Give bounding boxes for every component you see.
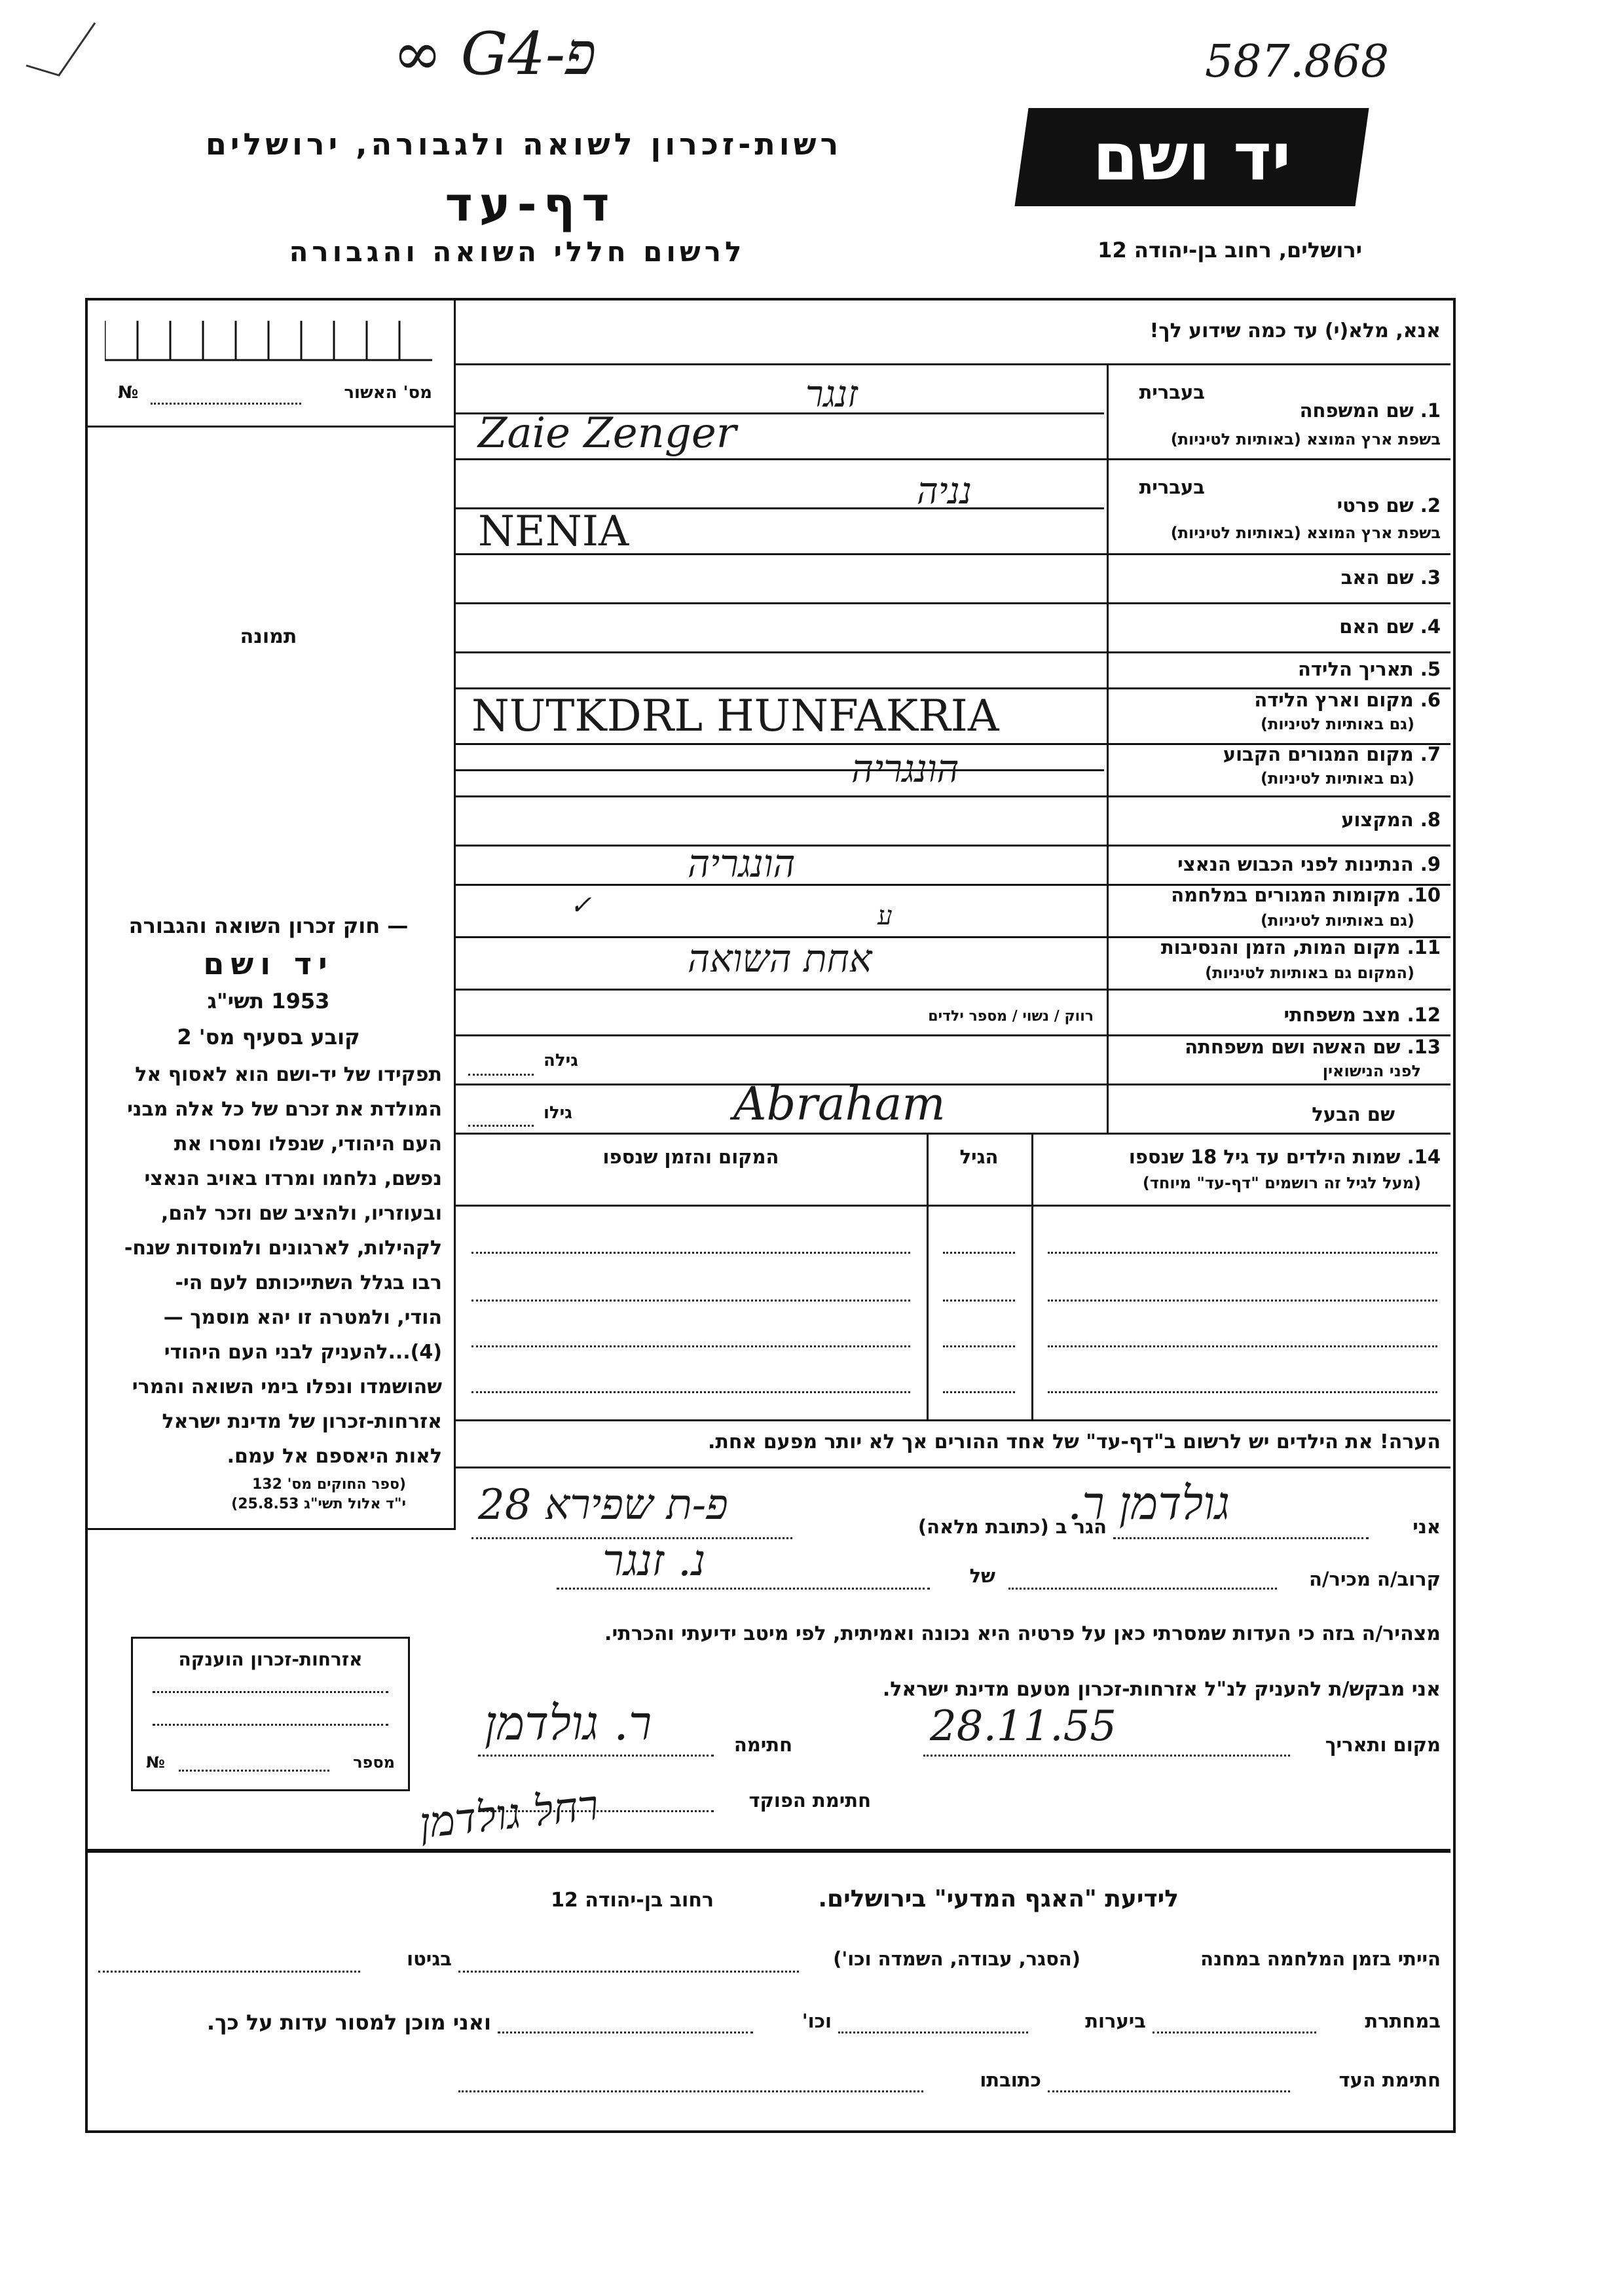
law-text-line: הודי, ולמטרה זו יהא מוסמך — xyxy=(163,1306,442,1329)
citizenship-title: אזרחות-זכרון הוענקה xyxy=(178,1649,363,1670)
label-husband-name: שם הבעל xyxy=(1312,1103,1395,1125)
approval-number-mark: № xyxy=(118,383,139,403)
institution-name: רשות-זכרון לשואה ולגבורה, ירושלים xyxy=(205,126,843,162)
form-subtitle: לרשום חללי השואה והגבורה xyxy=(289,236,746,268)
citizenship-number-label: מספר xyxy=(353,1753,395,1772)
surname-hebrew-entry: זנגר xyxy=(805,373,858,416)
official-signature-label: חתימת הפוקד xyxy=(748,1789,871,1812)
husband-name-entry: Abraham xyxy=(733,1077,946,1131)
approval-number-line xyxy=(151,403,301,405)
children-row-line xyxy=(1048,1300,1437,1302)
surname-latin-entry: Zaie Zenger xyxy=(478,409,737,458)
science-dept-title: לידיעת "האגף המדעי" בירושלים. xyxy=(818,1886,1179,1912)
approval-boxes xyxy=(105,321,432,367)
witness-resides-label: הגר ב (כתובת מלאה) xyxy=(917,1516,1107,1538)
also-latin-6: (גם באותיות לטיניות) xyxy=(1261,715,1414,733)
science-line1-blank xyxy=(458,1971,799,1973)
label-death-place: 11. מקום המות, הזמן והנסיבות xyxy=(1160,936,1441,958)
label-children: 14. שמות הילדים עד גיל 18 שנספו xyxy=(1128,1146,1441,1168)
residence-entry: הונגריה xyxy=(851,746,959,791)
citizenship-number-line xyxy=(179,1770,329,1772)
law-text-line: תפקידו של יד-ושם הוא לאסוף אל xyxy=(135,1063,442,1086)
form-title: דף-עד xyxy=(445,177,616,232)
children-row-line xyxy=(471,1252,910,1254)
science-line1-c: בגיטו xyxy=(407,1948,452,1970)
handwritten-code: ∞ G4-פ xyxy=(393,20,597,88)
law-text-line: המולדת את זכרם של כל אלה מבני xyxy=(127,1098,442,1121)
science-line2-b: ביערות xyxy=(1085,2010,1146,2032)
children-row-line xyxy=(471,1300,910,1302)
death-place-entry: אחת השואה xyxy=(688,936,872,981)
relation-entry: נ. זנגר xyxy=(602,1535,706,1586)
place-date-line xyxy=(923,1755,1290,1757)
approval-number-label: מס' האשור xyxy=(344,383,432,403)
label-marital-status: 12. מצב משפחתי xyxy=(1283,1004,1441,1026)
nationality-entry: הונגריה xyxy=(688,841,796,886)
wartime-check-mark: ✓ xyxy=(570,890,592,920)
of-label: של xyxy=(969,1565,995,1587)
lang-hebrew-2: בעברית xyxy=(1139,476,1205,498)
label-birth-date: 5. תאריך הלידה xyxy=(1297,658,1441,680)
wife-age-label: גילה xyxy=(544,1051,578,1070)
yad-vashem-logo xyxy=(1014,108,1369,206)
law-text-line: לקהילות, לארגונים ולמוסדות שנח- xyxy=(124,1237,442,1260)
death-place-note: (המקום גם באותיות לטיניות) xyxy=(1205,964,1414,982)
science-line1-ghetto-blank xyxy=(98,1971,360,1973)
law-text-line: רבו בגלל השתייכותם לעם הי- xyxy=(175,1271,442,1294)
husband-age-label: גילו xyxy=(544,1103,572,1123)
children-row-line xyxy=(1048,1391,1437,1393)
label-father-name: 3. שם האב xyxy=(1340,566,1441,589)
citizenship-box xyxy=(131,1637,410,1791)
children-row-line xyxy=(943,1345,1015,1347)
citizenship-line xyxy=(153,1691,388,1693)
also-latin-10: (גם באותיות לטיניות) xyxy=(1261,911,1414,930)
law-text-line: (4)...להעניק לבני העם היהודי xyxy=(164,1341,442,1364)
label-wife-name: 13. שם האשה ושם משפחתה xyxy=(1185,1036,1441,1058)
institution-address: ירושלים, רחוב בן-יהודה 12 xyxy=(1098,238,1362,263)
science-line1-a: הייתי בזמן המלחמה במחנה xyxy=(1200,1948,1441,1970)
label-profession: 8. המקצוע xyxy=(1341,809,1441,831)
lang-origin-1: בשפת ארץ המוצא (באותיות לטיניות) xyxy=(1170,430,1441,448)
sidebar-divider xyxy=(454,301,456,1528)
label-first-name: 2. שם פרטי xyxy=(1337,494,1441,517)
law-reference-2: י"ד אלול תשי"ג 25.8.53) xyxy=(231,1496,406,1512)
relative-line xyxy=(1008,1588,1277,1590)
citizenship-line xyxy=(153,1724,388,1726)
children-row-line xyxy=(943,1252,1015,1254)
law-text-line: נפשם, נלחמו ומרדו באויב הנאצי xyxy=(144,1167,442,1190)
science-line2-blank-a xyxy=(1153,2032,1316,2033)
science-line2-blank-c xyxy=(498,2032,753,2033)
declaration-text: מצהיר/ה בזה כי העדות שמסרתי כאן על פרטיה היא נכונה ואמיתית, לפי מיטב ידיעתי והכרתי. xyxy=(604,1622,1441,1645)
children-note-warning: הערה! את הילדים יש לרשום ב"דף-עד" של אחד ההורים אך לא יותר מפעם אחת. xyxy=(707,1430,1441,1453)
photo-label: תמונה xyxy=(240,625,297,648)
wife-age-line xyxy=(468,1074,534,1076)
children-row-line xyxy=(943,1300,1015,1302)
science-line2-d: ואני מוכן למסור עדות על כך. xyxy=(206,2010,491,2035)
label-nationality: 9. הנתינות לפני הכבוש הנאצי xyxy=(1177,853,1441,875)
science-line3-a: חתימת העד xyxy=(1338,2069,1441,2091)
children-row-line xyxy=(471,1345,910,1347)
firstname-hebrew-entry: נניה xyxy=(917,470,972,513)
citizenship-number-mark: № xyxy=(146,1753,165,1772)
signature-entry: ר. גולדמן xyxy=(485,1696,652,1751)
witness-name-entry: גולדמן ר. xyxy=(1067,1476,1230,1530)
law-text-line: שהושמדו ונפלו בימי השואה והמרי xyxy=(132,1376,442,1398)
science-line3-b: כתובתו xyxy=(980,2069,1041,2091)
grid-line xyxy=(456,363,1450,365)
place-date-entry: 28.11.55 xyxy=(930,1702,1116,1751)
law-name: יד ושם xyxy=(203,946,334,981)
law-reference-1: (ספר החוקים מס' 132 xyxy=(251,1476,406,1493)
witness-i-label: אני xyxy=(1412,1516,1441,1538)
husband-age-line xyxy=(468,1125,534,1127)
science-dept-address: רחוב בן-יהודה 12 xyxy=(551,1889,714,1912)
label-wartime-places: 10. מקומות המגורים במלחמה xyxy=(1171,884,1441,906)
witness-address-entry: פ-ת שפירא 28 xyxy=(478,1481,728,1529)
approval-bottom xyxy=(88,426,456,428)
law-text-line: ובעוזריו, ולהציב שם וזכר להם, xyxy=(160,1202,442,1225)
of-line xyxy=(557,1588,930,1590)
label-permanent-residence: 7. מקום המגורים הקבוע xyxy=(1223,743,1441,765)
children-age-header: הגיל xyxy=(959,1146,999,1168)
firstname-latin-entry: NENIA xyxy=(478,507,629,556)
law-text-line: לאות היאספם אל עמם. xyxy=(227,1445,442,1468)
children-row-line xyxy=(943,1391,1015,1393)
place-date-label: מקום ותאריך xyxy=(1325,1734,1441,1756)
wartime-places-entry: ע xyxy=(877,901,893,931)
law-title: — חוק זכרון השואה והגבורה xyxy=(128,913,409,938)
lang-origin-2: בשפת ארץ המוצא (באותיות לטיניות) xyxy=(1170,524,1441,542)
science-line2-c: וכו' xyxy=(802,2010,832,2032)
science-line2-a: במחתרת xyxy=(1365,2010,1441,2032)
birthplace-entry: NUTKDRL HUNFAKRIA xyxy=(471,691,999,741)
wife-name-note: לפני הנישואין xyxy=(1322,1062,1421,1080)
relative-label: קרוב/ה מכיר/ה xyxy=(1309,1568,1441,1590)
please-fill-instruction: אנא, מלא(י) עד כמה שידוע לך! xyxy=(1149,319,1441,342)
request-text: אני מבקש/ת להעניק לנ"ל אזרחות-זכרון מטעם מדינת ישראל. xyxy=(882,1678,1441,1701)
logo-text: יד ושם xyxy=(1092,118,1291,195)
science-line2-blank-b xyxy=(838,2032,1028,2033)
children-row-line xyxy=(1048,1345,1437,1347)
label-surname: 1. שם המשפחה xyxy=(1299,399,1441,422)
official-signature-entry: רחל גולדמן xyxy=(416,1781,601,1849)
archive-number: 587.868 xyxy=(1205,36,1390,88)
label-mother-name: 4. שם האם xyxy=(1339,615,1441,638)
law-text-line: העם היהודי, שנפלו ומסרו את xyxy=(174,1133,442,1156)
science-line3-blank-b xyxy=(458,2090,923,2092)
corner-checkmark xyxy=(20,13,98,88)
science-top-border xyxy=(88,1849,1450,1853)
science-line1-b: (הסגר, עבודה, השמדה וכו') xyxy=(833,1948,1080,1970)
law-text xyxy=(95,1057,442,1474)
lang-hebrew-1: בעברית xyxy=(1139,381,1205,403)
label-column-divider xyxy=(1107,365,1109,1135)
sidebar-bottom xyxy=(88,1528,456,1530)
science-line3-blank-a xyxy=(1048,2090,1290,2092)
marital-options: רווק / נשוי / מספר ילדים xyxy=(928,1008,1094,1025)
children-row-line xyxy=(471,1391,910,1393)
label-birth-place: 6. מקום וארץ הלידה xyxy=(1254,689,1441,711)
law-year: 1953 תשי"ג xyxy=(207,989,330,1013)
children-row-line xyxy=(1048,1252,1437,1254)
also-latin-7: (גם באותיות לטיניות) xyxy=(1261,769,1414,788)
children-place-header: המקום והזמן שנספו xyxy=(602,1146,779,1168)
signature-line xyxy=(478,1755,714,1757)
law-text-line: אזרחות-זכרון של מדינת ישראל xyxy=(162,1410,442,1433)
signature-label: חתימה xyxy=(733,1734,792,1756)
law-section: קובע בסעיף מס' 2 xyxy=(177,1025,360,1049)
children-note: (מעל לגיל זה רושמים "דף-עד" מיוחד) xyxy=(1142,1174,1421,1192)
witness-name-line xyxy=(1113,1537,1369,1539)
